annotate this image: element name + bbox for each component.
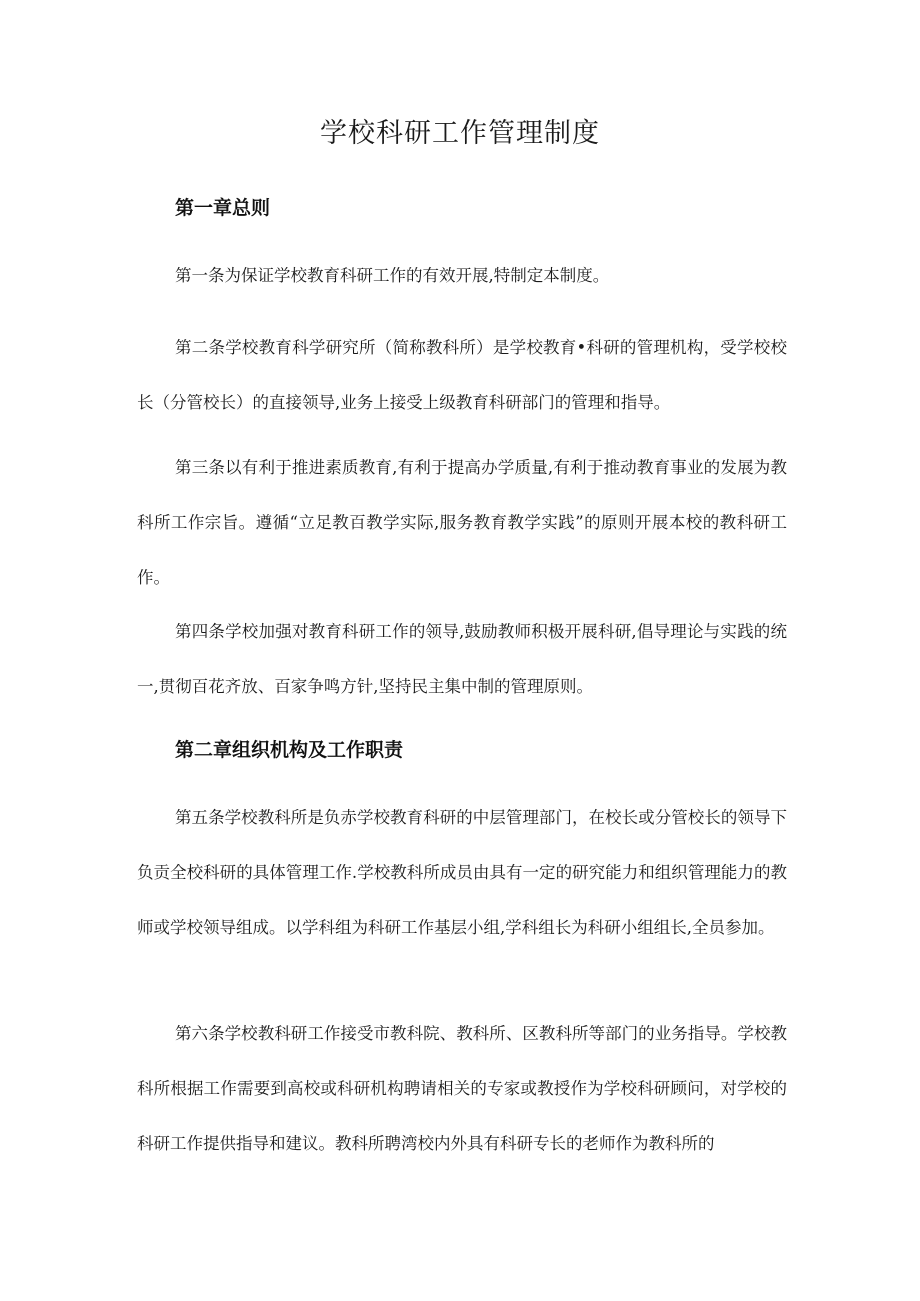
article-5: 第五条学校教科所是负赤学校教育科研的中层管理部门，在校长或分管校长的领导下负贡全校科研的具体管理工作.学校教科所成员由具有一定的研究能力和组织管理能力的教师或学校领导组成。以学科组为科研工作基层小组,学科组长为科研小组组长,全员参加。 <box>137 808 787 937</box>
article-3: 第三条以有利于推进素质教育,有利于提高办学质量,有利于推动教育事业的发展为教科所工作宗旨。遵循“立足教百教学实际,服务教育教学实践”的原则开展本校的教科研工作。 <box>137 458 787 587</box>
document-title: 学校科研工作管理制度 <box>320 118 600 149</box>
article-4: 第四条学校加强对教育科研工作的领导,鼓励教师积极开展科研,倡导理论与实践的统一,贯彻百花齐放、百家争鸣方针,坚持民主集中制的管理原则。 <box>137 622 787 696</box>
article-1: 第一条为保证学校教育科研工作的有效开展,特制定本制度。 <box>175 266 610 285</box>
article-2: 第二条学校教育科学研究所（简称教科所）是学校教育•科研的管理机构，受学校校长（分管校长）的直接领导,业务上接受上级教育科研部门的管理和指导。 <box>137 338 787 412</box>
article-6: 第六条学校教科研工作接受市教科院、教科所、区教科所等部门的业务指导。学校教科所根据工作需要到高校或科研机构聘请相关的专家或教授作为学校科研顾问，对学校的科研工作提供指导和建议。教科所聘湾校内外具有科研专长的老师作为教科所的 <box>137 1024 787 1153</box>
chapter-heading-1: 第一章总则 <box>175 197 271 219</box>
chapter-heading-2: 第二章组织机构及工作职责 <box>175 739 404 761</box>
